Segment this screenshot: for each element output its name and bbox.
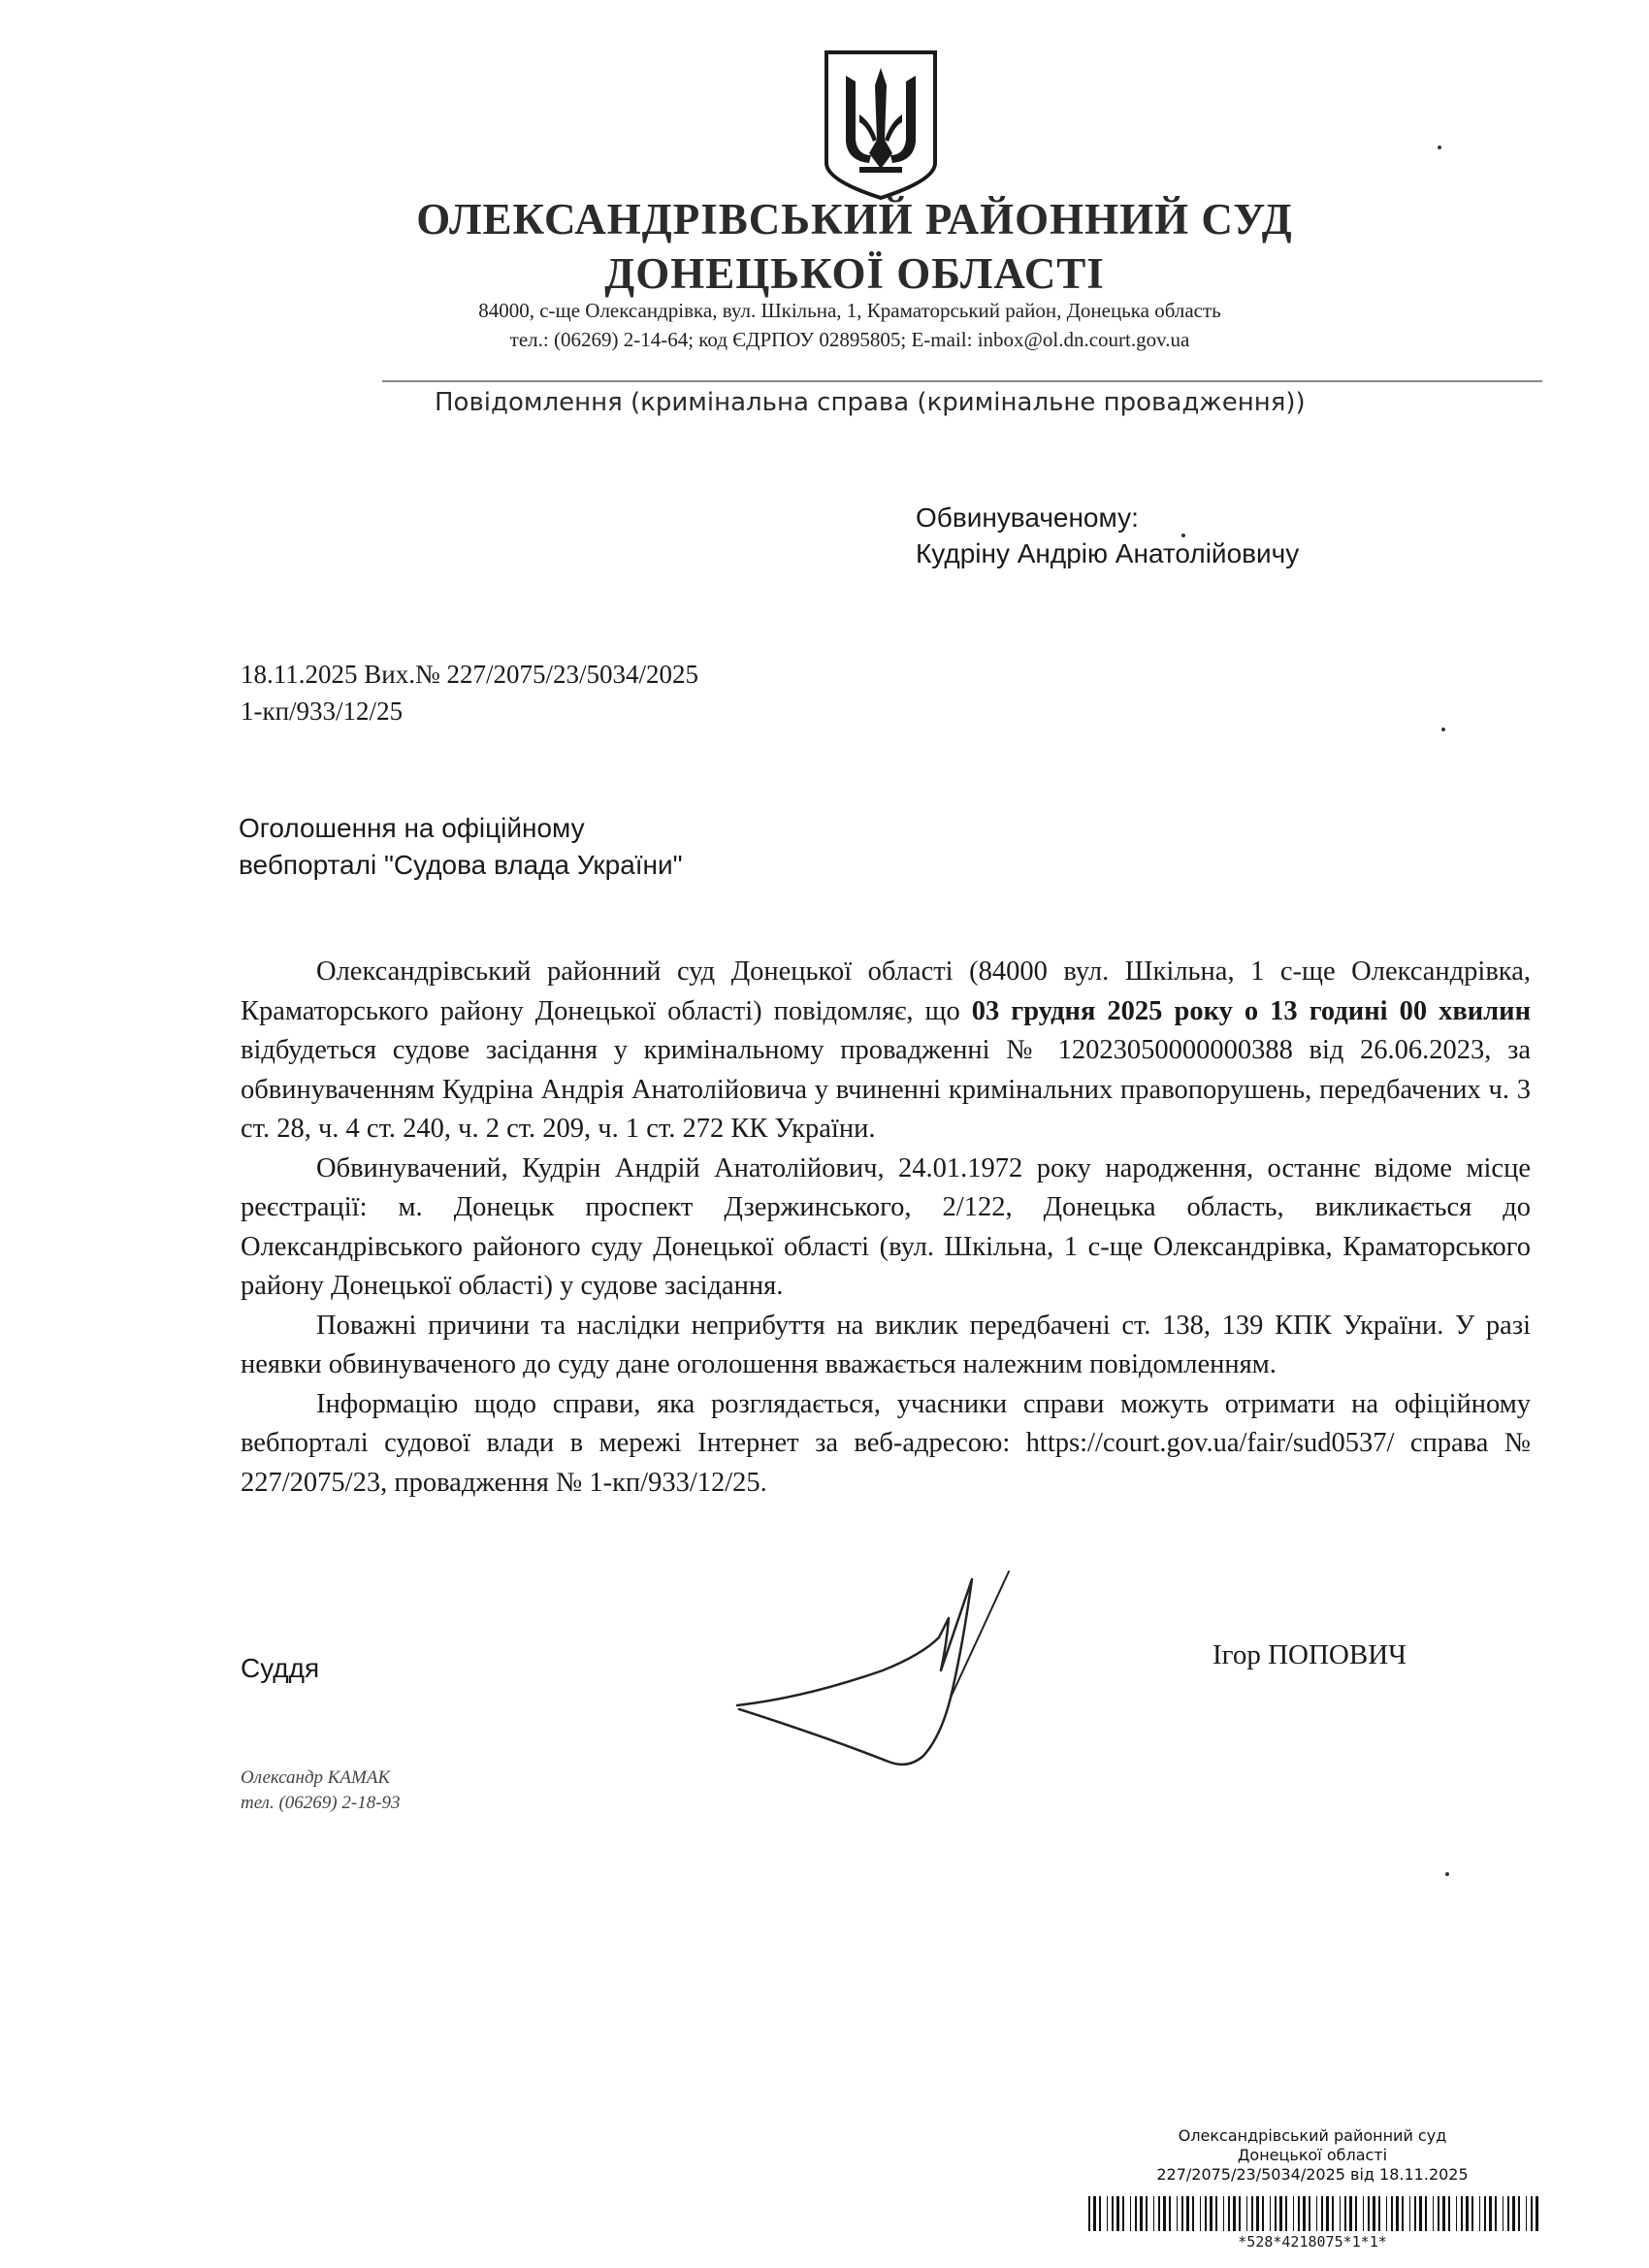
body-paragraph-summons: Обвинувачений, Кудрін Андрій Анатолійович, 24.01.1972 року народження, останнє відоме місце реєстрації: м. Донецьк проспект Дзержинського, 2/122, Донецька область, викликається до Олександрівського районого суду Донецької області (вул. Шкільна, 1 с-ще Олександрівка, Краматорського району Донецької області) у судове засідання. bbox=[241, 1152, 1531, 1301]
header-divider bbox=[382, 380, 1542, 382]
trident-emblem-icon bbox=[821, 47, 941, 202]
handwritten-signature bbox=[718, 1562, 1125, 1804]
scan-speck bbox=[1438, 146, 1441, 149]
announcement-title-line1: Оголошення на офіційному bbox=[239, 813, 585, 843]
stamp-court-name: Олександрівський районний суд bbox=[1178, 2126, 1447, 2145]
barcode-number: *528*4218075*1*1* bbox=[1238, 2233, 1387, 2251]
executor-name: Олександр КАМАК bbox=[241, 1767, 391, 1788]
body-paragraph-hearing bbox=[241, 953, 1531, 1150]
hearing-details-text: відбудеться судове засідання у кримінальному провадженні № 12023050000000388 від 26.06.2023, за обвинуваченням Кудріна Андрія Анатолійовича у вчиненні кримінальних правопорушень, передбачених ч. 3 ст. 28, ч. 4 ст. 240, ч. 2 ст. 209, ч. 1 ст. 272 КК України. bbox=[241, 1035, 1531, 1144]
recipient-label: Обвинуваченому: bbox=[916, 502, 1139, 533]
judge-role: Суддя bbox=[241, 1653, 320, 1683]
recipient-name: Кудріну Андрію Анатолійовичу bbox=[916, 538, 1300, 568]
body-paragraph-info: Інформацію щодо справи, яка розглядається, учасники справи можуть отримати на офіційному вебпорталі судової влади в мережі Інтернет за веб-адресою: https://court.gov.ua/fair/sud0537/ справа № 227/2075/23, провадження № 1-кп/933/12/25. bbox=[241, 1388, 1531, 1498]
scan-speck bbox=[1441, 728, 1445, 731]
court-name-line1: ОЛЕКСАНДРІВСЬКИЙ РАЙОННИЙ СУД bbox=[416, 195, 1293, 243]
court-address: 84000, с-ще Олександрівка, вул. Шкільна, 1, Краматорський район, Донецька область bbox=[478, 299, 1221, 322]
hearing-datetime: 03 грудня 2025 року о 13 годині 00 хвилин bbox=[971, 995, 1531, 1026]
notice-type: Повідомлення (кримінальна справа (кримінальне провадження)) bbox=[435, 388, 1306, 417]
registration-stamp bbox=[1084, 2126, 1540, 2185]
court-contacts: тел.: (06269) 2-14-64; код ЄДРПОУ 02895805; E-mail: inbox@ol.dn.court.gov.ua bbox=[509, 328, 1190, 351]
court-name-line2: ДОНЕЦЬКОЇ ОБЛАСТІ bbox=[604, 249, 1105, 298]
announcement-title-line2: вебпорталі "Судова влада України" bbox=[239, 850, 683, 880]
judge-name: Ігор ПОПОВИЧ bbox=[1212, 1639, 1406, 1670]
outgoing-reference: 18.11.2025 Вих.№ 227/2075/23/5034/2025 bbox=[241, 660, 698, 689]
body-paragraph-consequences: Поважні причини та наслідки неприбуття на виклик передбачені ст. 138, 139 КПК України. У разі неявки обвинуваченого до суду дане оголошення вважається належним повідомленням. bbox=[241, 1310, 1531, 1379]
scan-speck bbox=[1181, 534, 1185, 537]
barcode bbox=[1084, 2196, 1540, 2231]
scan-speck bbox=[1445, 1872, 1449, 1876]
stamp-registration-number: 227/2075/23/5034/2025 від 18.11.2025 bbox=[1156, 2165, 1469, 2184]
stamp-region: Донецької області bbox=[1237, 2146, 1388, 2164]
hearing-intro-text: Олександрівський районний суд Донецької області (84000 вул. Шкільна, 1 с-ще Олександрівка, Краматорського району Донецької області) повідомляє, що bbox=[241, 956, 1531, 1026]
executor-phone: тел. (06269) 2-18-93 bbox=[241, 1793, 401, 1813]
notice-body bbox=[241, 953, 1531, 1503]
case-number: 1-кп/933/12/25 bbox=[241, 697, 404, 726]
